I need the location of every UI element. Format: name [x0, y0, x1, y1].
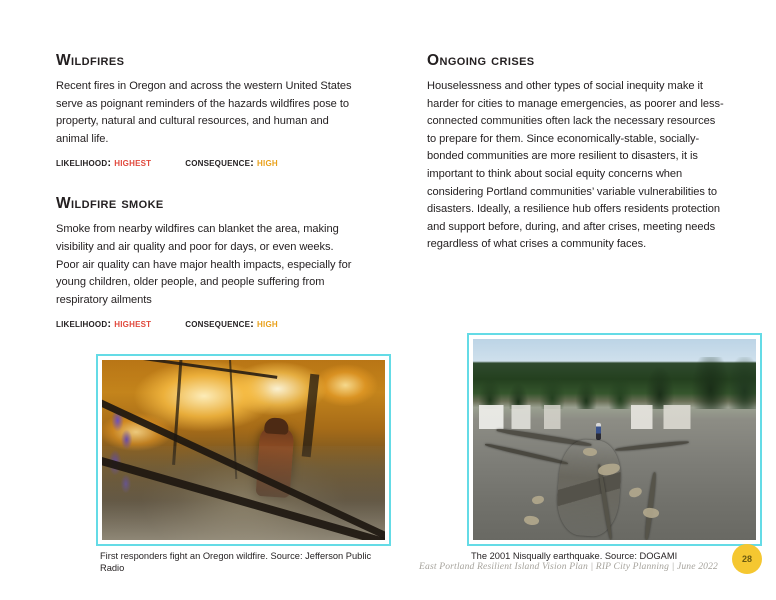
figure-frame-earthquake [467, 333, 762, 546]
burning-beam-icon [108, 360, 277, 378]
left-column [56, 52, 356, 330]
likelihood-value: highest [114, 157, 152, 170]
consequence-value: high [257, 157, 278, 170]
road-crack [644, 472, 657, 540]
likelihood-value: highest [114, 318, 152, 331]
heading-wildfire-smoke: Wildfire smoke [56, 195, 164, 213]
right-column [427, 52, 727, 254]
figure-wildfire [96, 354, 391, 574]
likelihood-label: likelihood: [56, 157, 112, 170]
figure-frame-wildfire [96, 354, 391, 546]
section-wildfires [56, 52, 356, 169]
road-crack [614, 440, 688, 452]
burning-post-icon [301, 374, 319, 457]
figure-earthquake [467, 333, 762, 562]
photo-earthquake-road [473, 339, 756, 540]
rubble-icon [523, 514, 540, 526]
figure-caption-wildfire: First responders fight an Oregon wildfire. Source: Jefferson Public Radio [100, 551, 372, 574]
figure-caption-earthquake: The 2001 Nisqually earthquake. Source: DOGAMI [471, 551, 678, 561]
consequence-group-wildfire-smoke [185, 318, 278, 330]
person-icon [596, 423, 601, 440]
heading-ongoing-crises: Ongoing crises [427, 52, 535, 69]
road-crack [485, 442, 569, 465]
page-number-badge: 28 [732, 544, 762, 574]
photo-firefighter [102, 360, 385, 540]
consequence-group-wildfires [185, 157, 278, 169]
consequence-value: high [257, 318, 278, 331]
section-ongoing-crises [427, 52, 727, 254]
body-wildfires: Recent fires in Oregon and across the western United States serve as poignant reminders of the hazards wildfires pose to property, natural and cultural resources, and human and animal life. [56, 80, 352, 145]
page-footer [0, 556, 776, 580]
footer-citation: East Portland Resilient Island Vision Plan | RIP City Planning | June 2022 [418, 561, 718, 572]
heading-wildfires: Wildfires [56, 52, 125, 69]
body-ongoing-crises: Houselessness and other types of social inequity make it harder for cities to manage emergencies, as poorer and less-connected communities often lack the necessary resources to prepare for them. Since economically-stable, socially-bonded communities are more resilient to disasters, it is important to think about social equity concerns when considering Portland communities’ variable vulnerabilities to disasters. Ideally, a resilience hub offers residents protection and support before, during, and after crises, meeting needs regardless of what crises a community faces. [427, 80, 724, 251]
likelihood-group-wildfires [56, 157, 151, 169]
body-wildfire-smoke: Smoke from nearby wildfires can blanket the area, making visibility and air quality and poor for days, or even weeks. Poor air quality can have major health impacts, especially for young children, older people, and people suffering from respiratory ailments [56, 223, 352, 306]
likelihood-group-wildfire-smoke [56, 318, 151, 330]
likelihood-label: likelihood: [56, 318, 112, 331]
section-wildfire-smoke [56, 195, 356, 330]
rubble-icon [532, 495, 545, 504]
section-spacer [56, 169, 356, 195]
houses-icon [479, 405, 751, 429]
rating-row-wildfires [56, 157, 356, 169]
consequence-label: consequence: [185, 318, 255, 331]
rating-row-wildfire-smoke [56, 318, 356, 330]
rubble-icon [628, 486, 643, 498]
consequence-label: consequence: [185, 157, 255, 170]
rubble-icon [642, 507, 659, 520]
tree-line-icon [473, 357, 756, 409]
